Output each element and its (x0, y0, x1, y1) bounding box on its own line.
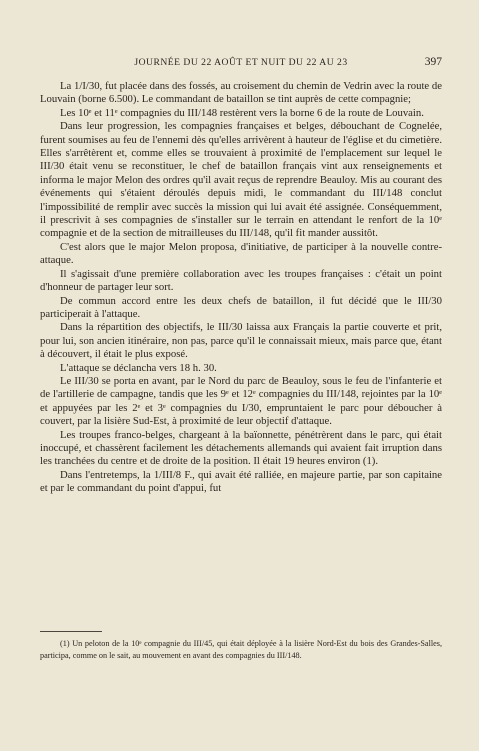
paragraph: Le III/30 se porta en avant, par le Nord du parc de Beauloy, sous le feu de l'infanterie et de l'artillerie de campagne, tandis que les 9ᵉ et 12ᵉ compagnies du III/148, rejointes par la 10ᵉ et appuyées par les 2ᵉ et 3ᵉ compagnies du I/30, empruntaient le parc pour déboucher à couvert, par la lisière Sud-Est, à proximité de leur objectif d'attaque. (40, 374, 442, 428)
paragraph: Dans la répartition des objectifs, le III/30 laissa aux Français la partie couverte et prit, pour lui, son ancien itinéraire, non pas, parce qu'il le connaissait mieux, mais parce que, étant à découvert, il était le plus exposé. (40, 321, 442, 361)
paragraph: Il s'agissait d'une première collaboration avec les troupes françaises : c'était un point d'honneur de partager leur sort. (40, 267, 442, 294)
paragraph: C'est alors que le major Melon proposa, d'initiative, de participer à la nouvelle contre-attaque. (40, 240, 442, 267)
paragraph: L'attaque se déclancha vers 18 h. 30. (60, 361, 217, 374)
page-number: 397 (424, 56, 442, 68)
body-text (40, 80, 442, 496)
footnote (40, 638, 442, 662)
page-header (40, 57, 442, 71)
footnote-text: (1) Un peloton de la 10ᵉ compagnie du III/45, qui était déployée à la lisière Nord-Est du bois des Grandes-Salles, participa, comme on le sait, au mouvement en avant des compagnies du III/148. (40, 639, 442, 661)
paragraph: De commun accord entre les deux chefs de bataillon, il fut décidé que le III/30 participerait à l'attaque. (40, 294, 442, 320)
paragraph: Dans leur progression, les compagnies françaises et belges, débouchant de Cognelée, furent soumises au feu de l'ennemi dès qu'elles arrivèrent à hauteur de l'église et du cimetière. Elles s'arrêtèrent et, comme elles se trouvaient à proximité de l'emplacement sur lequel le III/30 était venu se reconstituer, le chef de bataillon français vint aux renseignements et informa le major Melon des ordres qu'il avait reçus de reprendre Beauloy. Mis au courant des événements qui s'étaient déroulés depuis midi, le commandant du III/148 conclut l'impossibilité de remplir avec succès la mission qui lui avait été assignée. Conséquemment, il prescrivit à ses compagnies de s'installer sur le terrain en attendant le renfort de la 10ᵉ compagnie et de la section de mitrailleuses du III/148, qu'il fit mander aussitôt. (40, 120, 442, 240)
paragraph: La 1/I/30, fut placée dans des fossés, au croisement du chemin de Vedrin avec la route de Louvain (borne 6.500). Le commandant de bataillon se tint auprès de cette compagnie; (40, 80, 442, 106)
paragraph: Les 10ᵉ et 11ᵉ compagnies du III/148 restèrent vers la borne 6 de la route de Louvain. (60, 106, 424, 119)
paragraph: Dans l'entretemps, la 1/III/8 F., qui avait été ralliée, en majeure partie, par son capitaine et par le commandant du point d'appui, fut (40, 468, 442, 495)
paragraph: Les troupes franco-belges, chargeant à la baïonnette, pénétrèrent dans le parc, qui était inoccupé, et chassèrent facilement les détachements allemands qui avaient fait irruption dans les tranchées du centre et de droite de la position. Il était 19 heures environ (1). (40, 428, 442, 468)
footnote-divider (40, 631, 102, 632)
running-title: JOURNÉE DU 22 AOÛT ET NUIT DU 22 AU 23 (134, 57, 348, 68)
